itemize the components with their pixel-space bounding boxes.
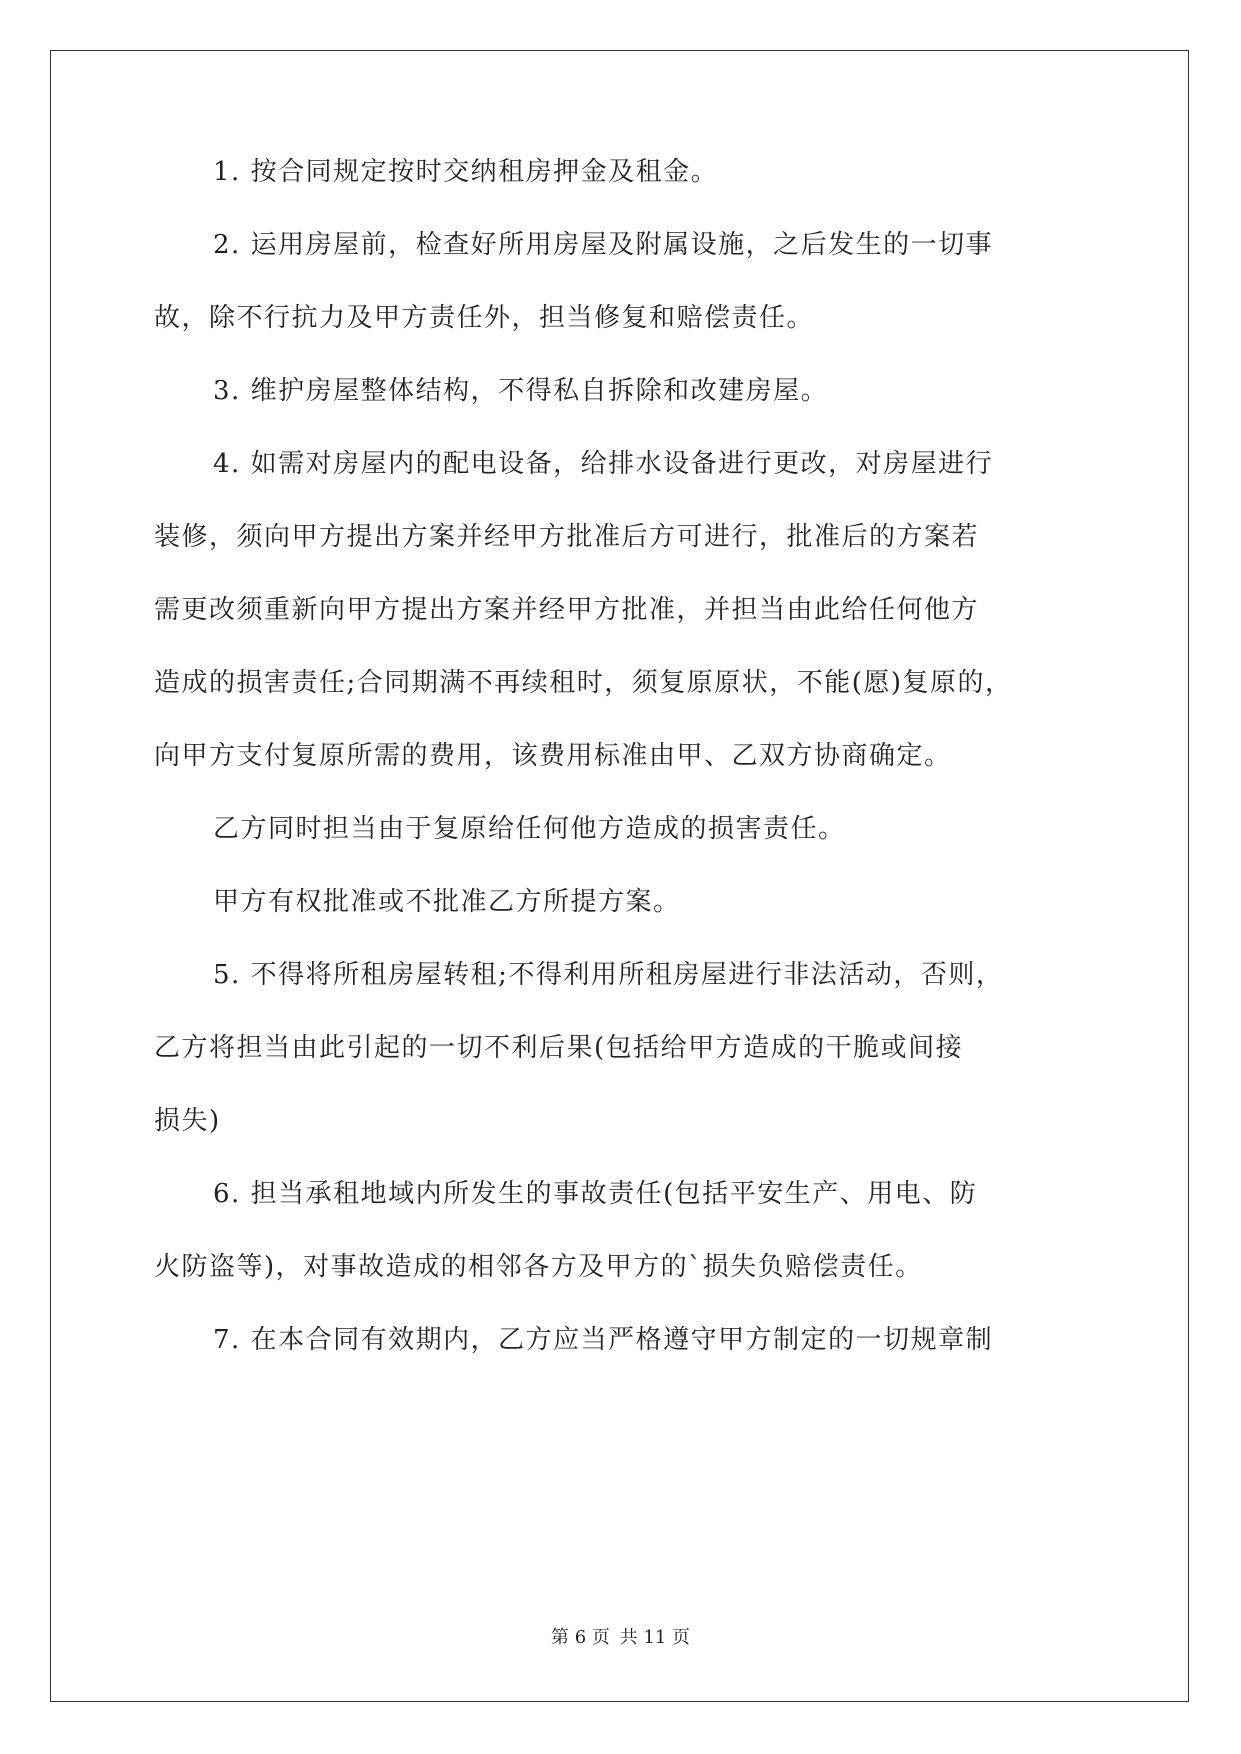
page-border	[50, 50, 1189, 1702]
clause-7-line-1: 7. 在本合同有效期内，乙方应当严格遵守甲方制定的一切规章制	[213, 1325, 994, 1355]
clause-2-line-1: 2. 运用房屋前，检查好所用房屋及附属设施，之后发生的一切事	[213, 230, 994, 260]
clause-4-line-4: 造成的损害责任;合同期满不再续租时，须复原原状，不能(愿)复原的，	[154, 668, 1013, 698]
clause-4-line-1: 4. 如需对房屋内的配电设备，给排水设备进行更改，对房屋进行	[213, 449, 994, 479]
clause-1-line-1: 1. 按合同规定按时交纳租房押金及租金。	[213, 157, 719, 187]
clause-6-line-1: 6. 担当承租地域内所发生的事故责任(包括平安生产、用电、防	[213, 1179, 978, 1209]
clause-4-note-1: 乙方同时担当由于复原给任何他方造成的损害责任。	[213, 814, 846, 844]
clause-6-line-2: 火防盗等)，对事故造成的相邻各方及甲方的`损失负赔偿责任。	[154, 1252, 923, 1282]
clause-4-line-2: 装修，须向甲方提出方案并经甲方批准后方可进行，批准后的方案若	[154, 522, 980, 552]
clause-4-note-2: 甲方有权批准或不批准乙方所提方案。	[213, 887, 681, 917]
clause-5-line-1: 5. 不得将所租房屋转租;不得利用所租房屋进行非法活动，否则，	[213, 960, 1004, 990]
clause-3-line-1: 3. 维护房屋整体结构，不得私自拆除和改建房屋。	[213, 376, 829, 406]
clause-2-line-2: 故，除不行抗力及甲方责任外，担当修复和赔偿责任。	[154, 303, 815, 333]
page-total: 共 11 页	[619, 1627, 690, 1648]
clause-4-line-5: 向甲方支付复原所需的费用，该费用标准由甲、乙双方协商确定。	[154, 741, 952, 771]
clause-5-line-2: 乙方将担当由此引起的一切不利后果(包括给甲方造成的干脆或间接	[154, 1033, 964, 1063]
page-number: 第 6 页	[551, 1627, 610, 1648]
page-footer	[0, 1623, 1241, 1649]
clause-4-line-3: 需更改须重新向甲方提出方案并经甲方批准，并担当由此给任何他方	[154, 595, 980, 625]
clause-5-line-3: 损失)	[154, 1106, 221, 1136]
